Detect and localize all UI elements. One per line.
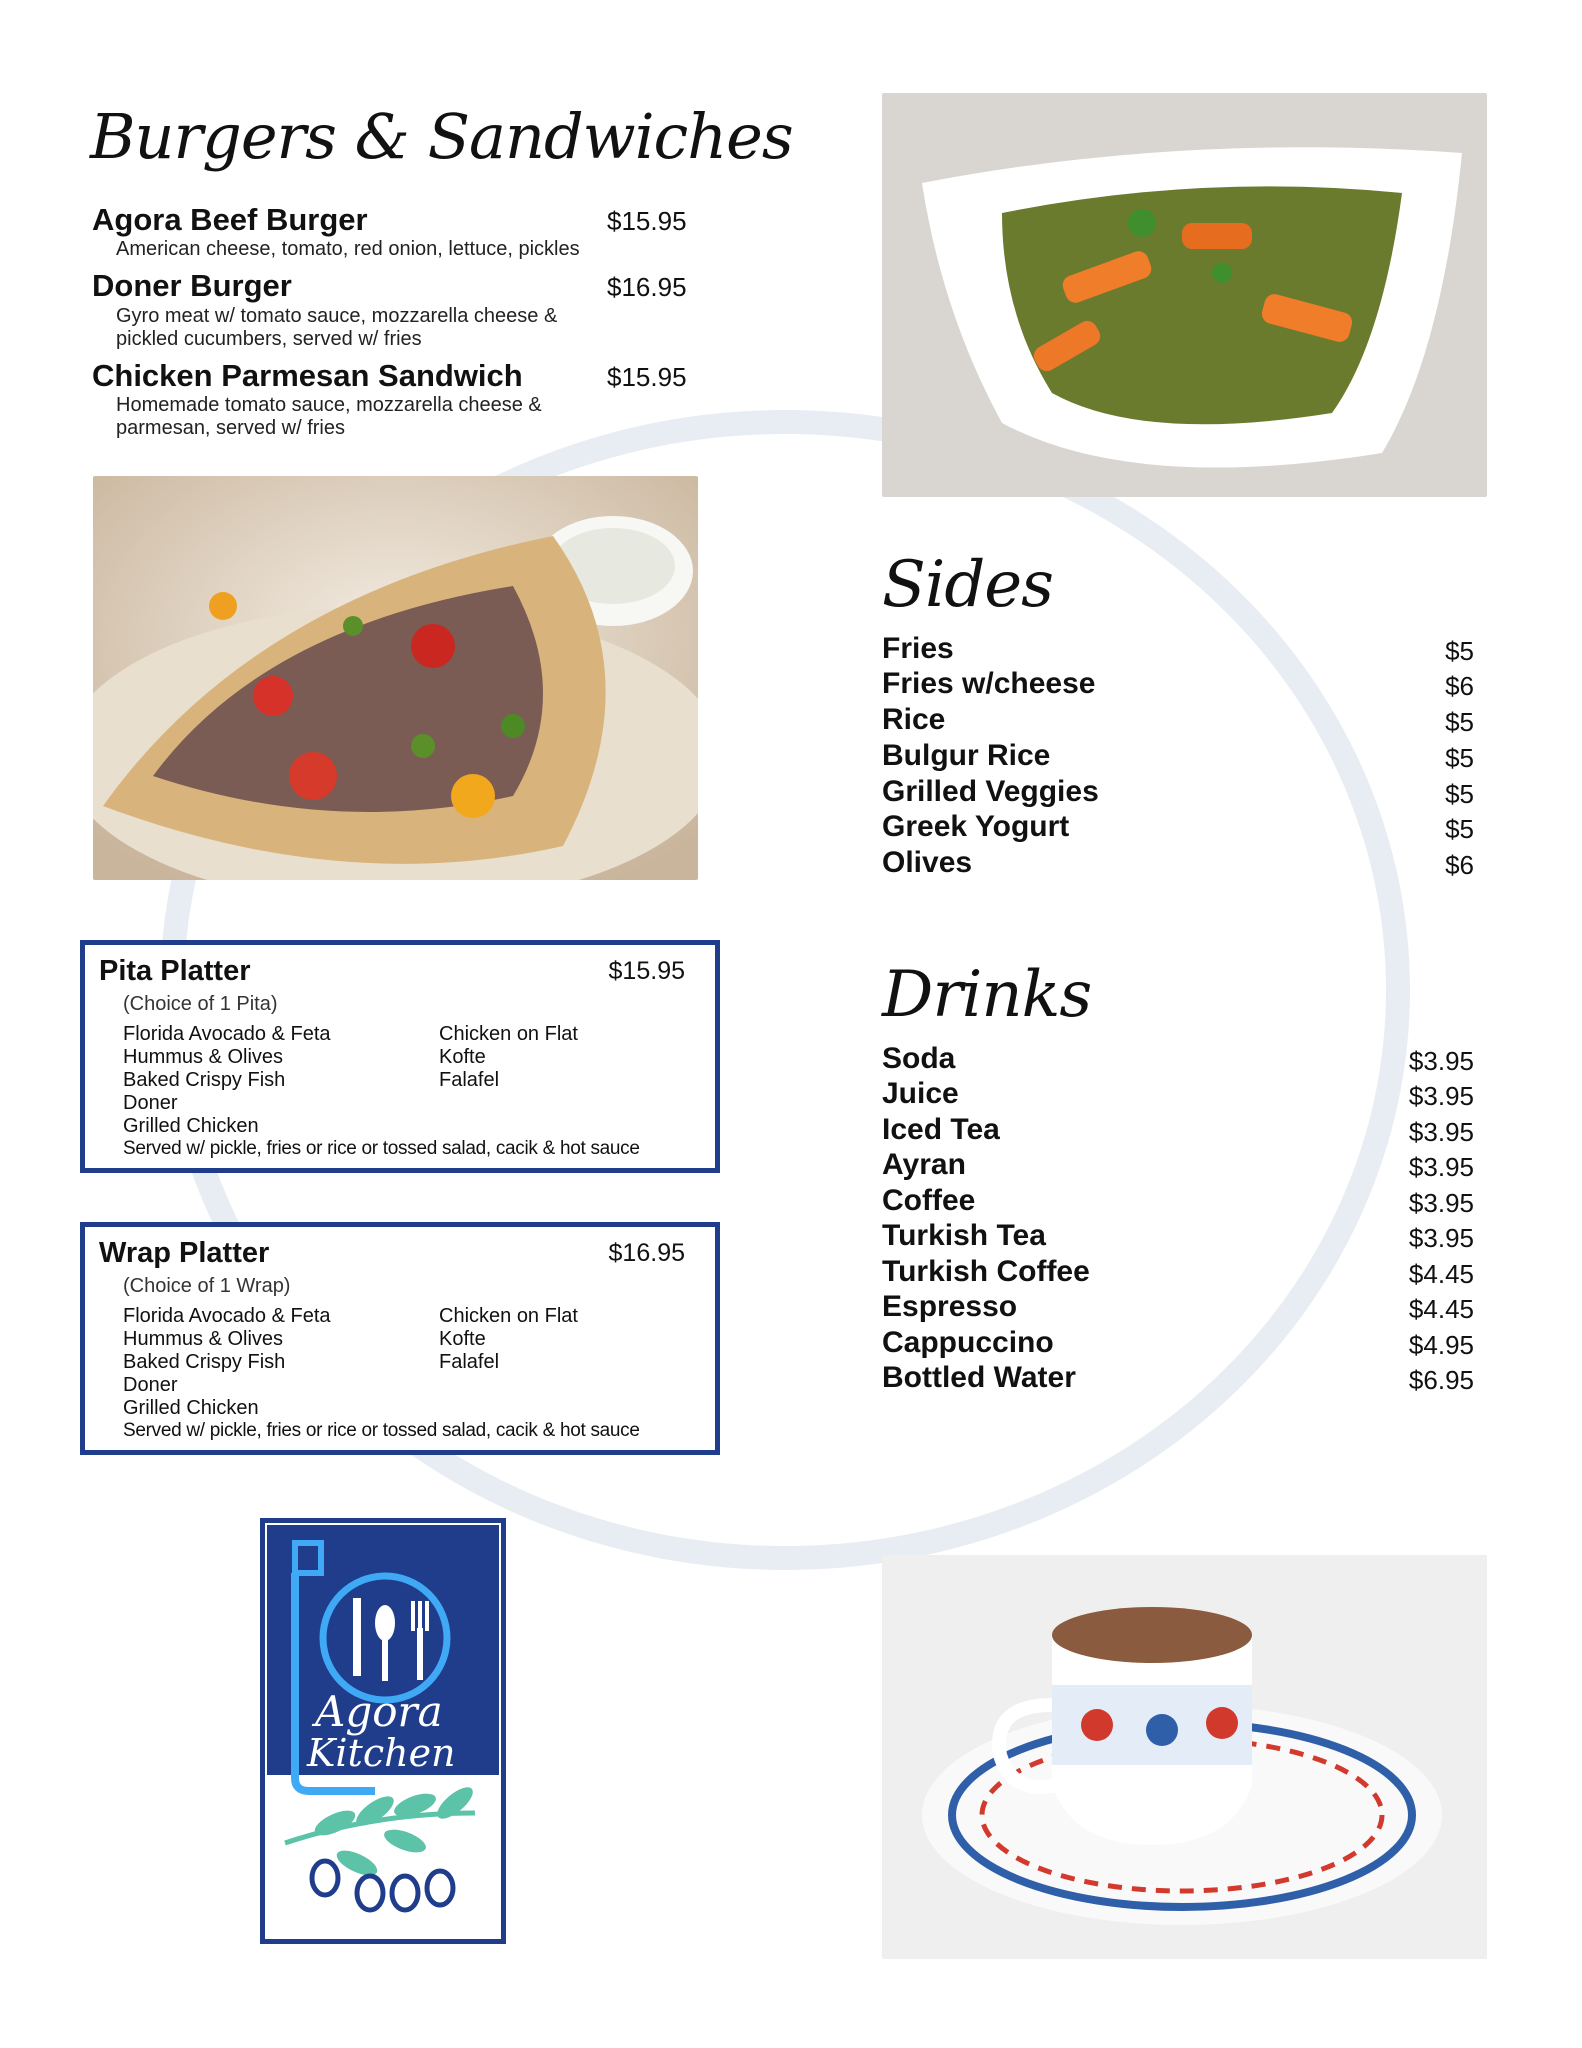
list-item-name: Fries w/cheese — [882, 667, 1096, 700]
platter-option: Doner — [123, 1374, 178, 1396]
menu-item-price: $15.95 — [607, 206, 687, 236]
platter-name: Pita Platter — [99, 955, 251, 987]
platter-option: Hummus & Olives — [123, 1328, 284, 1350]
list-item-name: Espresso — [882, 1290, 1018, 1323]
list-item-price: $6 — [1445, 671, 1474, 701]
list-item-name: Soda — [882, 1042, 956, 1075]
turkish-coffee-photo — [882, 1555, 1487, 1959]
platter-options-col1 — [123, 1023, 331, 1138]
menu-item-name: Chicken Parmesan Sandwich — [92, 358, 523, 393]
platter-price: $16.95 — [608, 1239, 685, 1267]
menu-item-name: Doner Burger — [92, 268, 292, 303]
list-item-name: Iced Tea — [882, 1113, 1000, 1146]
list-item-name: Bulgur Rice — [882, 739, 1051, 772]
platter-option: Kofte — [439, 1046, 486, 1068]
agora-kitchen-logo — [260, 1518, 506, 1944]
pita-platter-box — [80, 940, 720, 1173]
platter-price: $15.95 — [608, 957, 685, 985]
sides-section-title: Sides — [882, 548, 1053, 622]
burgers-section-title: Burgers & Sandwiches — [90, 100, 793, 173]
platter-options-col2 — [439, 1023, 578, 1092]
list-item-price: $3.95 — [1408, 1152, 1474, 1182]
menu-item-description: Homemade tomato sauce, mozzarella cheese & parmesan, served w/ fries — [116, 394, 542, 439]
list-item-price: $5 — [1445, 743, 1474, 773]
list-item-price: $4.45 — [1408, 1259, 1474, 1289]
list-item-name: Cappuccino — [882, 1326, 1054, 1359]
platter-option: Florida Avocado & Feta — [123, 1305, 331, 1327]
list-item-price: $3.95 — [1408, 1117, 1474, 1147]
platter-served-with: Served w/ pickle, fries or rice or tossed salad, cacik & hot sauce — [123, 1420, 640, 1441]
list-item-name: Rice — [882, 703, 946, 736]
list-item-price: $4.45 — [1408, 1294, 1474, 1324]
list-item-name: Olives — [882, 846, 973, 879]
platter-option: Hummus & Olives — [123, 1046, 284, 1068]
platter-option: Chicken on Flat — [439, 1305, 578, 1327]
list-item-name: Turkish Coffee — [882, 1255, 1090, 1288]
list-item-price: $5 — [1445, 814, 1474, 844]
platter-option: Baked Crispy Fish — [123, 1351, 286, 1373]
list-item-price: $3.95 — [1408, 1223, 1474, 1253]
list-item-price: $4.95 — [1408, 1330, 1474, 1360]
platter-served-with: Served w/ pickle, fries or rice or tossed salad, cacik & hot sauce — [123, 1138, 640, 1159]
platter-option: Grilled Chicken — [123, 1115, 259, 1137]
drinks-section-title: Drinks — [882, 958, 1092, 1032]
list-item-name: Grilled Veggies — [882, 775, 1099, 808]
list-item-price: $5 — [1445, 779, 1474, 809]
platter-options-col2 — [439, 1305, 578, 1374]
list-item-price: $5 — [1445, 636, 1474, 666]
list-item-price: $3.95 — [1408, 1188, 1474, 1218]
platter-options-col1 — [123, 1305, 331, 1420]
platter-option: Chicken on Flat — [439, 1023, 578, 1045]
gyro-photo — [93, 476, 698, 880]
green-beans-photo — [882, 93, 1487, 497]
platter-option: Falafel — [439, 1069, 500, 1091]
platter-option: Baked Crispy Fish — [123, 1069, 286, 1091]
platter-choice-note: (Choice of 1 Wrap) — [123, 1275, 291, 1297]
platter-option: Falafel — [439, 1351, 500, 1373]
wrap-platter-box — [80, 1222, 720, 1455]
list-item-name: Bottled Water — [882, 1361, 1076, 1394]
logo-text-agora: Agora — [315, 1687, 443, 1736]
list-item-price: $3.95 — [1408, 1046, 1474, 1076]
list-item-name: Coffee — [882, 1184, 976, 1217]
list-item-name: Fries — [882, 632, 954, 665]
platter-choice-note: (Choice of 1 Pita) — [123, 993, 278, 1015]
list-item-price: $5 — [1445, 707, 1474, 737]
logo-text-kitchen: Kitchen — [307, 1731, 456, 1775]
menu-item-name: Agora Beef Burger — [92, 202, 368, 237]
list-item-name: Ayran — [882, 1148, 966, 1181]
menu-item-price: $16.95 — [607, 272, 687, 302]
menu-item-description: Gyro meat w/ tomato sauce, mozzarella cheese & pickled cucumbers, served w/ fries — [116, 305, 558, 350]
list-item-price: $6.95 — [1408, 1365, 1474, 1395]
list-item-name: Turkish Tea — [882, 1219, 1046, 1252]
platter-option: Kofte — [439, 1328, 486, 1350]
platter-name: Wrap Platter — [99, 1237, 270, 1269]
platter-option: Grilled Chicken — [123, 1397, 259, 1419]
list-item-name: Juice — [882, 1077, 959, 1110]
platter-option: Florida Avocado & Feta — [123, 1023, 331, 1045]
list-item-name: Greek Yogurt — [882, 810, 1070, 843]
menu-item-price: $15.95 — [607, 362, 687, 392]
list-item-price: $3.95 — [1408, 1081, 1474, 1111]
platter-option: Doner — [123, 1092, 178, 1114]
list-item-price: $6 — [1445, 850, 1474, 880]
menu-item-description: American cheese, tomato, red onion, lettuce, pickles — [116, 238, 580, 260]
